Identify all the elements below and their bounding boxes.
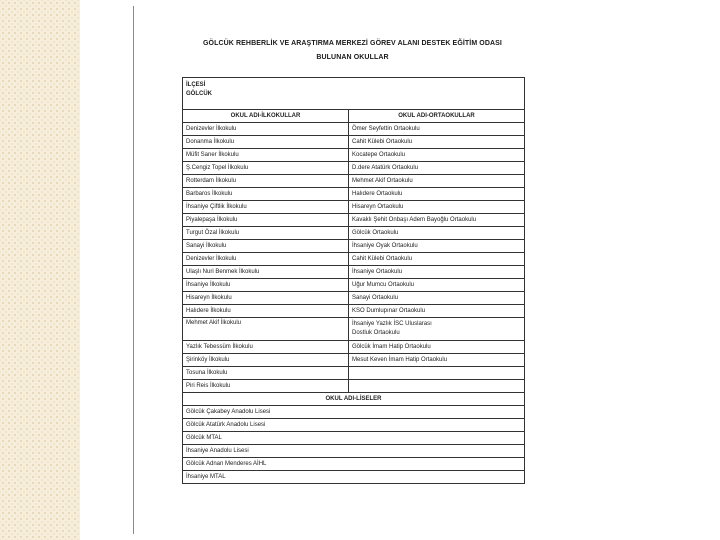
primary-school-cell: Mehmet Akif İlkokulu bbox=[183, 318, 349, 341]
primary-school-cell: Denizevler İlkokulu bbox=[183, 253, 349, 266]
middle-school-cell: Kocatepe Ortaokulu bbox=[349, 149, 525, 162]
table-row bbox=[183, 406, 525, 419]
primary-school-cell: Halıdere İlkokulu bbox=[183, 305, 349, 318]
primary-school-cell: Barbaros İlkokulu bbox=[183, 188, 349, 201]
table-row bbox=[183, 266, 525, 279]
table-row bbox=[183, 432, 525, 445]
middle-schools-header: OKUL ADI-ORTAOKULLAR bbox=[349, 110, 525, 123]
middle-school-cell: Cahit Külebi Ortaokulu bbox=[349, 136, 525, 149]
middle-school-cell bbox=[349, 318, 525, 341]
primary-school-cell: Turgut Özal İlkokulu bbox=[183, 227, 349, 240]
primary-schools-header: OKUL ADI-İLKOKULLAR bbox=[183, 110, 349, 123]
middle-school-cell: Kavaklı Şehit Onbaşı Adem Bayoğlu Ortaokulu bbox=[349, 214, 525, 227]
table-row bbox=[183, 279, 525, 292]
district-value: GÖLCÜK bbox=[186, 91, 212, 97]
table-row bbox=[183, 240, 525, 253]
primary-school-cell: Tosuna İlkokulu bbox=[183, 367, 349, 380]
primary-school-cell: Müfit Saner İlkokulu bbox=[183, 149, 349, 162]
middle-school-cell: D.dere Atatürk Ortaokulu bbox=[349, 162, 525, 175]
middle-school-cell: Hisareyn Ortaokulu bbox=[349, 201, 525, 214]
table-row bbox=[183, 419, 525, 432]
middle-school-cell: Gölcük Ortaokulu bbox=[349, 227, 525, 240]
primary-school-cell: İhsaniye Çiftlik İlkokulu bbox=[183, 201, 349, 214]
table-row bbox=[183, 458, 525, 471]
middle-school-line: İhsaniye Yazlık İSC Uluslarası bbox=[352, 321, 432, 327]
table-row bbox=[183, 354, 525, 367]
primary-school-cell: Piri Reis İlkokulu bbox=[183, 380, 349, 393]
decorative-side-band bbox=[0, 0, 80, 540]
table-row bbox=[183, 380, 525, 393]
schools-table bbox=[182, 77, 525, 484]
table-row bbox=[183, 253, 525, 266]
high-school-cell: İhsaniye Anadolu Lisesi bbox=[183, 445, 525, 458]
table-row bbox=[183, 367, 525, 380]
middle-school-cell: Cahit Külebi Ortaokulu bbox=[349, 253, 525, 266]
table-row bbox=[183, 471, 525, 484]
high-schools-header: OKUL ADI-LİSELER bbox=[183, 393, 525, 406]
district-cell bbox=[183, 78, 525, 110]
table-row bbox=[183, 341, 525, 354]
table-row bbox=[183, 318, 525, 341]
middle-school-cell: Mesut Keven İmam Hatip Ortaokulu bbox=[349, 354, 525, 367]
table-row bbox=[183, 214, 525, 227]
table-row bbox=[183, 292, 525, 305]
document-title: GÖLCÜK REHBERLİK VE ARAŞTIRMA MERKEZİ GÖREV ALANI DESTEK EĞİTİM ODASI bbox=[203, 40, 502, 47]
table-row bbox=[183, 445, 525, 458]
table-row bbox=[183, 149, 525, 162]
primary-school-cell: Hisareyn İlkokulu bbox=[183, 292, 349, 305]
primary-school-cell: Rotterdam İlkokulu bbox=[183, 175, 349, 188]
table-row bbox=[183, 188, 525, 201]
middle-school-line: Dostluk Ortaokulu bbox=[352, 330, 400, 336]
high-school-cell: Gölcük MTAL bbox=[183, 432, 525, 445]
district-label: İLÇESİ bbox=[186, 82, 206, 88]
primary-school-cell: Denizevler İlkokulu bbox=[183, 123, 349, 136]
middle-school-cell bbox=[349, 367, 525, 380]
middle-school-cell: İhsaniye Oyak Ortaokulu bbox=[349, 240, 525, 253]
middle-school-cell: Uğur Mumcu Ortaokulu bbox=[349, 279, 525, 292]
primary-school-cell: Sanayi İlkokulu bbox=[183, 240, 349, 253]
middle-school-cell: KSO Dumlupınar Ortaokulu bbox=[349, 305, 525, 318]
middle-school-cell: Halıdere Ortaokulu bbox=[349, 188, 525, 201]
primary-school-cell: Şirinköy İlkokulu bbox=[183, 354, 349, 367]
middle-school-cell: Ömer Seyfettin Ortaokulu bbox=[349, 123, 525, 136]
middle-school-cell: Gölcük İmam Hatip Ortaokulu bbox=[349, 341, 525, 354]
middle-school-cell: İhsaniye Ortaokulu bbox=[349, 266, 525, 279]
table-row bbox=[183, 162, 525, 175]
district-row bbox=[183, 78, 525, 110]
high-school-cell: İhsaniye MTAL bbox=[183, 471, 525, 484]
primary-school-cell: İhsaniye İlkokulu bbox=[183, 279, 349, 292]
column-header-row bbox=[183, 110, 525, 123]
middle-school-cell: Sanayi Ortaokulu bbox=[349, 292, 525, 305]
table-row bbox=[183, 227, 525, 240]
high-school-cell: Gölcük Adnan Menderes AİHL bbox=[183, 458, 525, 471]
primary-school-cell: Donanma İlkokulu bbox=[183, 136, 349, 149]
middle-school-cell bbox=[349, 380, 525, 393]
table-row bbox=[183, 305, 525, 318]
table-row bbox=[183, 201, 525, 214]
primary-school-cell: Yazlık Tebessüm İlkokulu bbox=[183, 341, 349, 354]
high-school-header-row bbox=[183, 393, 525, 406]
table-row bbox=[183, 175, 525, 188]
table-row bbox=[183, 123, 525, 136]
primary-school-cell: Piyalepaşa İlkokulu bbox=[183, 214, 349, 227]
table-row bbox=[183, 136, 525, 149]
high-school-cell: Gölcük Çakabey Anadolu Lisesi bbox=[183, 406, 525, 419]
divider-line bbox=[133, 6, 134, 534]
high-school-cell: Gölcük Atatürk Anadolu Lisesi bbox=[183, 419, 525, 432]
document-subtitle: BULUNAN OKULLAR bbox=[316, 54, 389, 61]
primary-school-cell: Ulaşlı Nuri Benmek İlkokulu bbox=[183, 266, 349, 279]
middle-school-cell: Mehmet Akif Ortaokulu bbox=[349, 175, 525, 188]
primary-school-cell: Ş.Cengiz Topel İlkokulu bbox=[183, 162, 349, 175]
